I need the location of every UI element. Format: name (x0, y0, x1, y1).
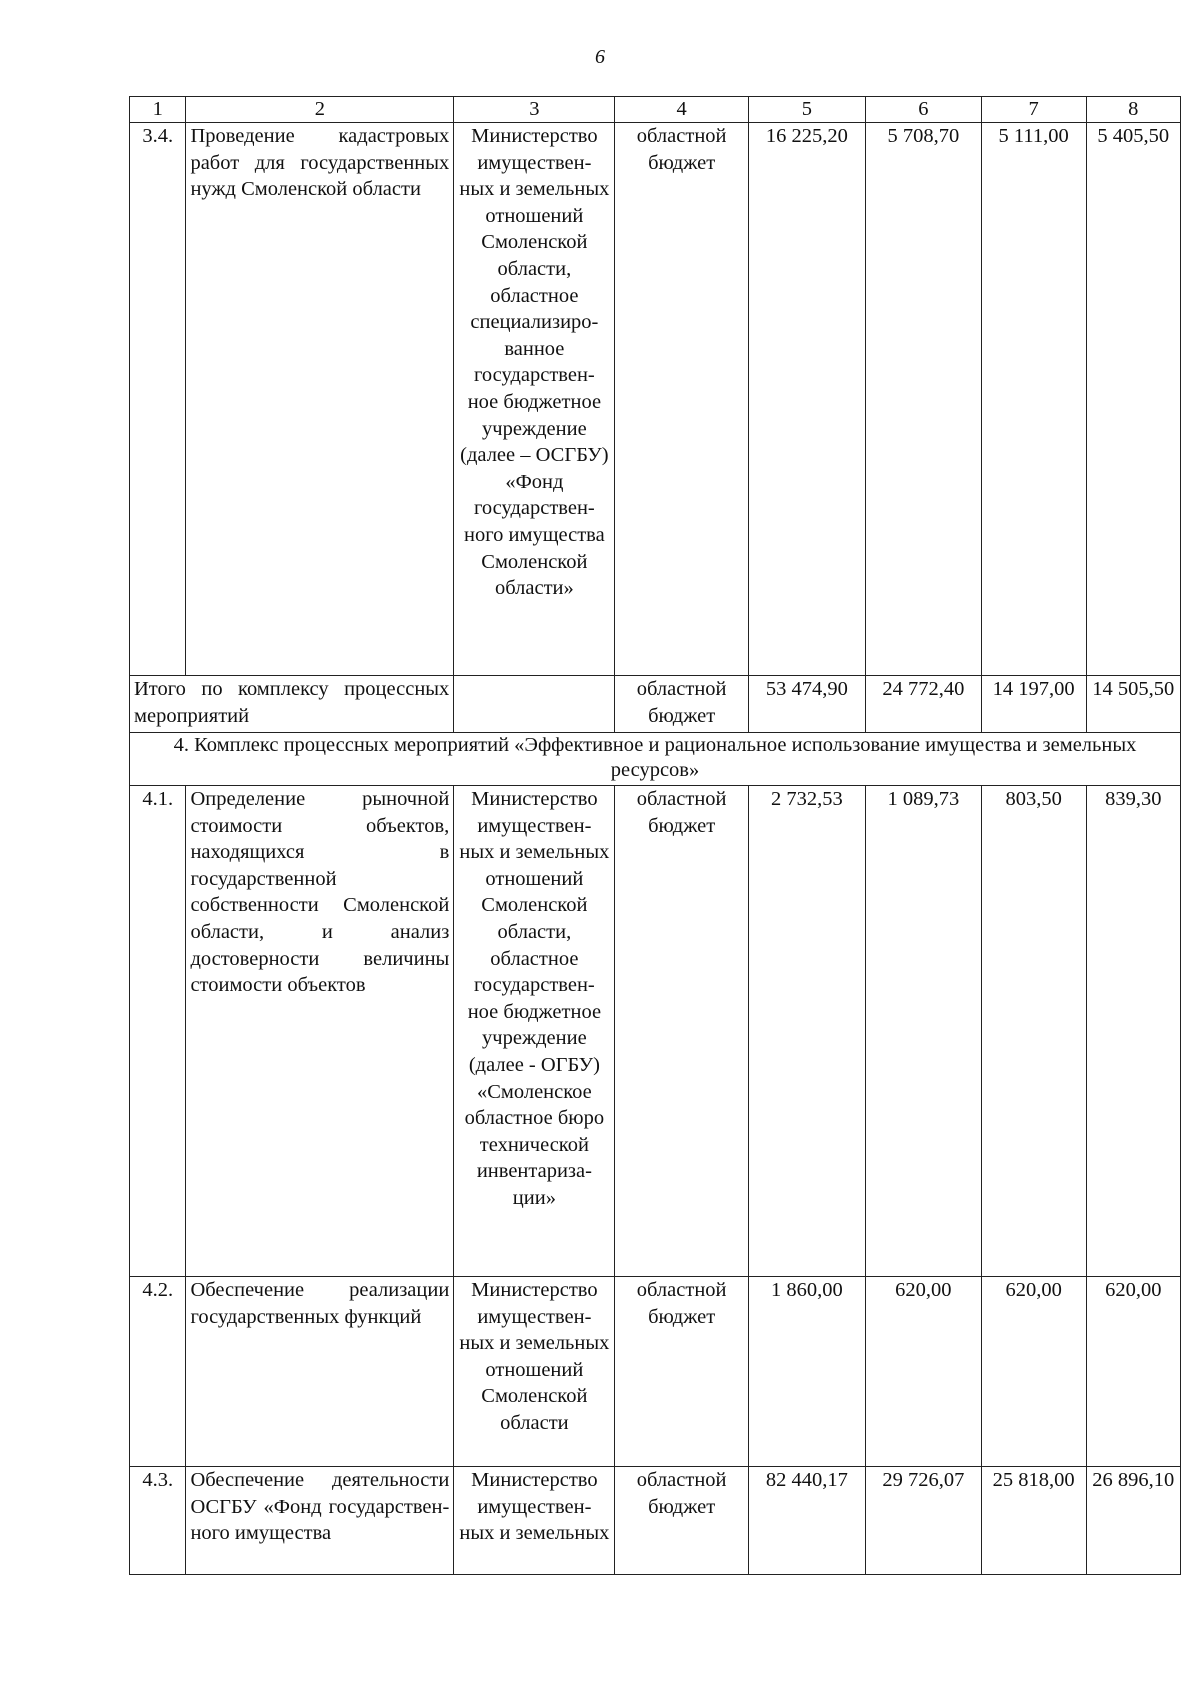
activity-name: Обеспечение деятельности ОСГБУ «Фонд государствен- ного имущества (186, 1467, 454, 1575)
table-row (130, 786, 1181, 1277)
executor: Министерство имуществен- ных и земельных отношений Смоленской области (454, 1277, 615, 1467)
amount-year-2: 5 111,00 (981, 123, 1086, 676)
page-number: 6 (595, 46, 605, 68)
amount-year-2: 620,00 (981, 1277, 1086, 1467)
amount-year-3: 620,00 (1086, 1277, 1180, 1467)
row-number: 3.4. (130, 123, 186, 676)
row-number: 4.2. (130, 1277, 186, 1467)
column-number: 8 (1086, 97, 1180, 123)
funding-source: областной бюджет (615, 786, 748, 1277)
column-number-row (130, 97, 1181, 123)
row-number: 4.1. (130, 786, 186, 1277)
executor: Министерство имуществен- ных и земельных (454, 1467, 615, 1575)
column-number: 3 (454, 97, 615, 123)
funding-source: областной бюджет (615, 1467, 748, 1575)
activity-name: Обеспечение реализации государственных функций (186, 1277, 454, 1467)
amount-year-1: 1 089,73 (865, 786, 981, 1277)
column-number: 1 (130, 97, 186, 123)
row-number: 4.3. (130, 1467, 186, 1575)
column-number: 6 (865, 97, 981, 123)
amount-year-3: 839,30 (1086, 786, 1180, 1277)
budget-table (129, 96, 1181, 1575)
amount-year-2: 25 818,00 (981, 1467, 1086, 1575)
amount-year-1: 620,00 (865, 1277, 981, 1467)
amount-total: 2 732,53 (748, 786, 865, 1277)
subtotal-label: Итого по комплексу процессных мероприятий (130, 676, 454, 733)
amount-total: 82 440,17 (748, 1467, 865, 1575)
table-row (130, 123, 1181, 676)
amount-year-1: 24 772,40 (865, 676, 981, 733)
column-number: 7 (981, 97, 1086, 123)
column-number: 4 (615, 97, 748, 123)
amount-total: 1 860,00 (748, 1277, 865, 1467)
empty-cell (454, 676, 615, 733)
amount-total: 53 474,90 (748, 676, 865, 733)
amount-year-1: 29 726,07 (865, 1467, 981, 1575)
funding-source: областной бюджет (615, 123, 748, 676)
executor: Министерство имуществен- ных и земельных отношений Смоленской области, областное специализиро- ванное государствен- ное бюджетное учреждение (далее – ОСГБУ) «Фонд государствен- ного имущества Смоленской области» (454, 123, 615, 676)
activity-name: Определение рыночной стоимости объектов, находящихся в государственной собственности Смоленской области, и анализ достоверности величины стоимости объектов (186, 786, 454, 1277)
table-row (130, 1467, 1181, 1575)
amount-year-3: 26 896,10 (1086, 1467, 1180, 1575)
column-number: 5 (748, 97, 865, 123)
amount-year-2: 14 197,00 (981, 676, 1086, 733)
subtotal-row (130, 676, 1181, 733)
amount-year-3: 14 505,50 (1086, 676, 1180, 733)
column-number: 2 (186, 97, 454, 123)
executor: Министерство имуществен- ных и земельных отношений Смоленской области, областное государствен- ное бюджетное учреждение (далее - ОГБУ) «Смоленское областное бюро технической инвентариза- ции» (454, 786, 615, 1277)
amount-year-2: 803,50 (981, 786, 1086, 1277)
section-header-row (130, 733, 1181, 786)
activity-name: Проведение кадастровых работ для государственных нужд Смоленской области (186, 123, 454, 676)
table-row (130, 1277, 1181, 1467)
section-title: 4. Комплекс процессных мероприятий «Эффективное и рациональное использование имущества и земельных ресурсов» (130, 733, 1181, 786)
amount-total: 16 225,20 (748, 123, 865, 676)
amount-year-1: 5 708,70 (865, 123, 981, 676)
amount-year-3: 5 405,50 (1086, 123, 1180, 676)
funding-source: областной бюджет (615, 1277, 748, 1467)
funding-source: областной бюджет (615, 676, 748, 733)
